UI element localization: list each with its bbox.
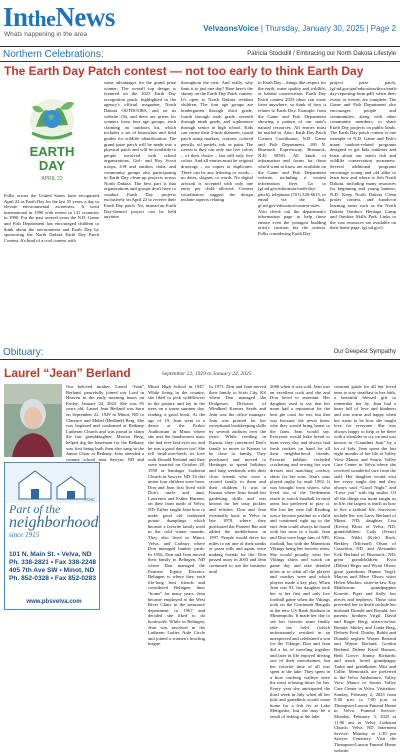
earth-day-illustration	[4, 83, 100, 188]
issue-date: Thursday, January 30, 2025	[265, 24, 365, 33]
obituary-dates: September 22, 1929 to January 24, 2025	[162, 371, 252, 377]
section-rule	[0, 61, 400, 62]
obituary-photo	[4, 384, 62, 457]
obituary-section-title: Obituary:	[3, 347, 44, 358]
ad-address-block	[9, 551, 99, 583]
article-headline: The Earth Day Patch contest — not too early to think Earth Day	[4, 64, 364, 78]
ad-branch: 405 7th Ave SW • Minot, ND	[9, 567, 95, 574]
obituary-section-credit: Our Deepest Sympathy	[333, 349, 396, 355]
ad-neighborhood: neighborhood	[9, 514, 99, 531]
brand-news: News	[55, 2, 115, 32]
obituary-col-6: constant guide for all her loved ones to stay steadfast to her faith, a beautiful blessed gift to remember her by. Jean had a heart full of love and kindness and was warm and happy when her mom to be how she taught love for everyone. She was always happy to help or be there with a shoulder to cry on and was known as “Grandma Jean” by a lot of kids. Jean spent the last eight months of her life at Valley View Manor and Souris Valley Care Center in Velva where she received wonderful care from the staff. Her daughter would visit her every single day and they always said “Good Night” and “Love you” with big smiles. Of all the things our mom taught us in life, the largest is teach us how to live a faithful life. Survivors include her son Larry Berland of Minot, ND; daughter Lisa (Kevin) Kloss of Velva, ND; grandchildren: Cody (Jessie) Kloss, Nikki (Kyle) Bach, Berkley (Michael) Olson of Casselton, ND, and Alexander Erik Berland of Bismarck, ND; great grandchildren: Kyra (Dillon) Hegre and Wyatt Olson; great grandsons Hunter Vogel, Marcus and Mace Olson; sister Helen Mackin; sister-in-law Kay Mahlstrom; grandpuppies Kosette, Piper and Sally; her nieces and nephews. Those who preceded her in death include her husband Donald and Ronald; her parents: brothers Virgil, David and Roger Berg; sisters-in-law Bonnie; Shirley and Linda Berg, Delores Ferd; Dorthy, Bobbi and Donald; nephew Wayne Berland and Wayne Berland, Gordon Berland, Delene Karol Hansen, Beth Grove; Jimmy Richards; and much loved grandpuppy Tasha and grandkitten Mist and Callie. Memorials are preferred to the Velva Ambulance, Valley View Manor or Souris Valley Care Center in Velva. Visitation: Sunday, February 2, 2025 from 5:00 p.m. to 7:00 p.m. at Thompson-Larson Funeral Home in Velva. Funeral Service: Monday, February 3, 2025 at 11:00 am at Velva Lutheran Church, Velva, ND. Interment Service: Monday at 1:30 pm Sawyer Cemetery. Visit the Thompson-Larson Funeral Home website.	[334, 384, 396, 753]
northern-col-4: to Earth Day – things like respect for the earth, water quality and wildlife, or habitat conservation. Earth Day Patch contest 2025 ideas can come from anywhere, so think of how it relates to Earth Day. Example, from the Game and Fish Department showing a pattern of our state's natural resources. All entries must be mailed to: Attn.: Earth Day Patch Contest Coordinator, N.D. Game and Fish Department, 100 N. Bismarck Expressway, Bismarck, N.D. 58501. All kinds of information and forms for those who'd want to know are available on the Game and Fish Department website, including a contest information flyer. Go to (gf.nd.gov/education/earth-day-patch), telephone (701) 328-6615, or email via the link, gf.nd.gov/education/contest-rules. Also check out the department's information page to help those ensure even the youngest budding artist's creation fits the criteria. Folks considering Earth Day	[258, 80, 326, 237]
obituary-name: Laurel “Jean” Berland	[4, 366, 131, 380]
obituary-col-3: In 1971, Don and Jean moved their family to Scott City, KS where Don managed the Dodgeson Division of Windheel Kramer Seeds and Jean was the office manager. Jean was praised for her exceptional bookkeeping skills by several auditors over the years. While residing in Kansas, they convinced Don's family to move to Kansas to be close to family. They purchased and moved to Hettinger to spend holidays and long weekends with their close friends who were a second family to them and their children. It was in Kansas where Jean found her gardening skills and was known for her tasty pickles and relishes. Don and Jean eventually back to Velva in late 1978 where they purchased the Pioneer Bar and added the mobilehome in 1997. People would drive for miles to eat one of their steaks or pizza rolls and again, were making friends for life. Don passed away in 2003 and Jean continued to run the business until	[209, 384, 266, 574]
page-number: Page 2	[370, 24, 396, 33]
ad-part-of: Part of the	[9, 502, 61, 516]
earth-day-graphic	[4, 83, 100, 188]
ad-title	[9, 503, 99, 539]
ad-phone-1: Ph. 338-2821 • Fax 338-2248	[9, 559, 96, 566]
issue-line: VelvaonsVoice | Thursday, January 30, 2025 | Page 2	[203, 24, 396, 33]
brand-in: In	[3, 2, 28, 32]
earth-day-word2: DAY	[38, 158, 66, 173]
site-name: VelvaonsVoice	[203, 24, 259, 33]
section-title: Northern Celebrations:	[3, 49, 104, 60]
tagline: Whats happening in the area	[4, 31, 88, 38]
house-icon	[5, 463, 99, 503]
brand-logo[interactable]	[3, 2, 115, 33]
ad-address: 101 N. Main St. • Velva, ND	[9, 551, 92, 558]
ad-phone-2: Ph. 852-0328 • Fax 852-0283	[9, 575, 96, 582]
earth-day-date: APRIL 22	[41, 176, 63, 182]
obituary-col-1: Our beloved mother, Laurel “Jean” Berland, peacefully joined our Lord in Heaven in the early morning hours on Friday, January 24, 2025. She was 95 years old. Laurel Jean Berland was born on September 22, 1929 in Minot, ND to Clarence and Mabel (Hedland) Berg. She was baptized and confirmed at Bethany Lutheran Church and was proud to claim the last granddaughter. Marcus Berg, helped dig the basement for the Bethany was first being built then also sang in the Junior Choir at Bethany. Jean attended a country school near Sawyer, ND and	[66, 384, 144, 462]
ad-website-link[interactable]: www.pbsvelva.com	[26, 599, 82, 605]
earth-day-word1: EARTH	[29, 144, 75, 159]
obituary-section-header	[0, 346, 400, 360]
masthead-rule	[0, 46, 400, 47]
ad-since: since 1915	[9, 531, 40, 539]
bank-advertisement[interactable]	[4, 462, 100, 610]
brand-the: the	[27, 6, 56, 31]
section-credit: Patricia Stockdill / Embracing our North Dakota Lifestyle	[247, 51, 396, 57]
obituary-section-rule	[0, 359, 400, 360]
northern-section-header	[0, 48, 400, 62]
northern-col-5: project prize patch, (gf.nd.gov/gnf/education/docs/earth-day-reporting-form.pdf) when their event, or events, are complete. The Game and Fish Department also encourages people and communities, along with other community members, to share Earth Day projects on public lands. The Earth Day patch contest is one example of N.D. Game and Fish's many outdoor-related programs designed to get kids outdoors and learn about our state's fish and wildlife conservation awareness. Several additional programs encourage young and old alike to learn how and where to fish North Dakota, including many resources for beginning and young hunters, N.D. Keep North Dakota Clean poster contest, and hands-on learning areas such as the North Dakota Outdoor Heritage Camp and Outdoor Skills Park. Links to the vast resources are available on their home page, (gf.nd.gov).	[330, 80, 398, 231]
masthead	[0, 0, 400, 46]
obituary-col-2: Minot High School in 1947. While living in the country, she liked to pick wildflowers in the pasture and lay in the trees on a warm summer day, reading a good book. At the age of 19, Jean went to a dance at the Parker Auditorium in Minot where she met the handsomest man, she had ever laid eyes on, and he was a good dancer too! She fell head-over-heels in love with Donald Berland and they were married on October 28, 1950 at Sandager Lutheran Church in Sawyer, ND. To this union four children were born. Don and Jean first lived with Don's uncle and aunt, Lawrence and Esther Harmes, on their farm north of Velva, ND. Either taught Jean how to make good old fashioned potato dumplings which became a favorite family meal in the cold winter months. They also lived in Minot, Velva, and Carbury where Don managed lumber yards. In 1956, Don and Jean moved their family to Belingen, ND where Don managed the Farmers Equity Elevator. Belingen is where they each life-long best friends and considered Belingen their “home” for many years. Jean became employed at the West River Clinic in the insurance department in 1967 and decided she liked to do bookwork. While in Belingen, Jean was involved in the Lutheran Ladies Aide Circle and joined a women's bowling league.	[148, 384, 205, 647]
fdic-badge: FDIC	[84, 497, 95, 502]
obituary-col-4: 2006 when it was sold. Jean was an excellent cook and she and Don loved to entertain. Her daughter used to say that her mom had a reputation for the best pie crust for ten, but that was because she never knew who they would bring home to the farm. Jean would say. Everyone would bake bread or buns every day and always had fresh cookies on hand for all their neighborhood friends. Favorite hobbies included crocheting and sewing her own dresses and matching cowboy shirts for her sons. Jean's sons played rugby by until 1992. It was brought from sisters, who lived out of the Tiedemann ranch to watch baseball in rural areas but preferred to play it. She lost her ease full Reading was a favorite pastime as a child and continued right up to the end. Jean could always be found with her nose in a book. Jean and Don were huge fans of NFL football, but with the Minnesota Vikings being her favorite team. She would proudly wear her Vikings shirts and watch on game day and take detailed notes as to what all the players and coaches were and which players made a key play. When Jean was 91, her daughter took her to her first and only live football game when the Vikings took on the Cincinnati Bengals at the new US Bank Stadium in Minneapolis. It made her day to see her favorite team finally take the field (which unfortunately resulted in an unexpected and celebrated a win for the Vikings. Don and Jean did a lot of traveling together and later in life enjoyed driving one of their motorhomes, but her favorite time of all was spent at the lake. They spent in a boat catching walleye were the most relaxing times for her. Every year she anticipated the third week in July when all her kids and grandkids would come home for a fish fry at Lake Metigoshe, but she may be a result of fishing at the lake.	[270, 384, 330, 720]
northern-col-3: throughout the year. And really, why limit it to just one day? Here here's the skinny on the Earth Day Patch contest: It's open to North Dakota resident children. The four age groups are kindergarten through third grade, fourth through sixth grade, seventh through ninth grade, and sophomore through senior in high school. Kids can create their 3-inch diameter, round patch using markers, crayons, colored pencils, oil pastels, ink, or paint. The caveat is they can only use five colors – of their choice – but still only five colors. And all entries must be original drawings – no copies or duplicates. There can be any lettering or words – no dates, slogans, or words. No digital artwork is accepted with only one entry per child allowed. Contest coordinators suggest the design include aspects relating	[181, 80, 253, 203]
portrait-image	[4, 384, 62, 457]
northern-col-1: Folks across the United States have recognized April 22 as Earth Day for the last 55 years, a day to elevate environmental awareness. It went international in 1990 with events in 141 countries in 1990. For the past several years the N.D. Game and Fish Department has encouraged children to think about the environment and Earth Day by sponsoring the North Dakota Earth Day Patch Contest. It's kind of a cool contest with	[4, 193, 99, 243]
northern-col-2: some advantages for the grand prize winner: The overall top design is featured on the 2025 Earth Day recognition patch, highlighted in the agency's official magazine, North Dakota OUTDOORS, and on its website. Oh, and there are prizes for winners from four age groups, each claiming an outdoors kit, which includes a set of binoculars and field guides for wildlife identification. The grand prize patch will be made into a physical patch and will be available to people involved with school organizations, Girl- and Boy Scout troops, 4-H and outdoor clubs, and community groups also participating in Earth Day clean-up projects across North Dakota. The best part is that organizations and groups don't have to conduct Earth Day projects exclusively on April 22 to receive their Earth Day patch. No, instead an Earth Day-themed project can be held anytime	[104, 80, 176, 220]
